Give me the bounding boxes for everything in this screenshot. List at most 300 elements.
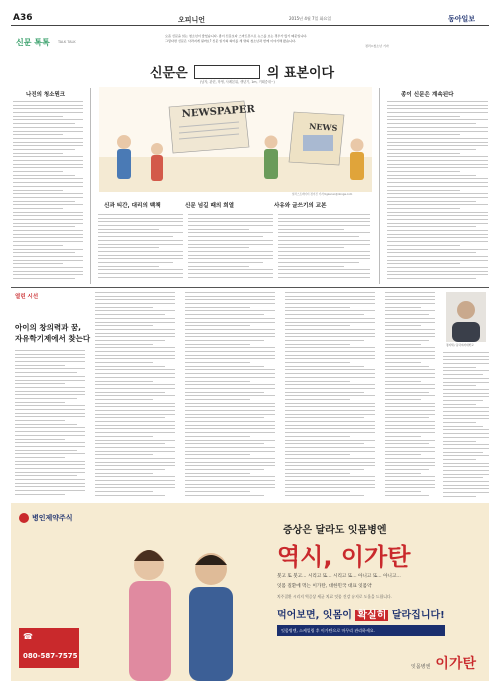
text-line [13, 219, 83, 220]
text-line [285, 406, 375, 407]
text-line [13, 149, 75, 150]
text-line [188, 262, 263, 263]
text-line [285, 421, 375, 422]
text-line [13, 123, 75, 124]
text-line [185, 307, 250, 308]
text-line [185, 351, 275, 352]
text-line [278, 255, 370, 256]
text-line [443, 385, 476, 386]
text-line [285, 480, 375, 481]
text-line [285, 347, 375, 348]
text-line [387, 219, 488, 220]
text-line [15, 479, 85, 480]
text-line [95, 381, 153, 382]
text-line [185, 314, 264, 315]
text-line [385, 296, 435, 297]
text-line [285, 410, 375, 411]
text-line [98, 255, 183, 256]
text-line [15, 380, 85, 381]
text-line [285, 318, 375, 319]
text-line [385, 428, 435, 429]
text-line [185, 366, 264, 367]
text-line [15, 402, 65, 403]
text-line [443, 485, 489, 486]
text-line [387, 123, 476, 124]
text-line [278, 277, 370, 278]
text-line [285, 403, 375, 404]
text-line [285, 487, 375, 488]
text-line [387, 156, 488, 157]
text-line [15, 420, 65, 421]
text-line [95, 399, 153, 400]
text-line [95, 392, 165, 393]
opinion-col-4 [285, 292, 375, 500]
text-line [95, 333, 175, 334]
text-line [285, 299, 375, 300]
text-line [98, 269, 183, 270]
text-line [13, 167, 83, 168]
text-line [385, 432, 435, 433]
text-line [443, 448, 489, 449]
text-line [443, 444, 489, 445]
text-line [443, 470, 489, 471]
text-line [278, 236, 359, 237]
text-line [443, 393, 489, 394]
opinion-col-2 [95, 292, 175, 500]
text-line [95, 344, 153, 345]
text-line [95, 358, 175, 359]
text-line [385, 362, 421, 363]
text-line [13, 156, 83, 157]
text-line [285, 447, 375, 448]
ad-body-1: 붓고 또 붓고... 시리고 또... 시리고 또... 아니고 또... 아니고... [277, 574, 401, 579]
figure-3-icon [264, 136, 278, 180]
text-line [285, 314, 364, 315]
text-line [95, 388, 175, 389]
text-line [185, 428, 275, 429]
text-line [387, 267, 488, 268]
ad-fine-print-bar [277, 625, 445, 636]
text-line [188, 269, 273, 270]
text-line [387, 142, 488, 143]
text-line [385, 355, 435, 356]
text-line [387, 197, 488, 198]
text-line [185, 329, 275, 330]
text-line [385, 458, 435, 459]
phone-icon: ☎ [23, 632, 33, 641]
text-line [278, 229, 344, 230]
text-line [387, 164, 488, 165]
text-line [443, 359, 489, 360]
text-line [387, 271, 488, 272]
text-line [285, 303, 375, 304]
ad-tagline: 증상은 달라도 잇몸병엔 [283, 525, 387, 536]
text-line [185, 347, 275, 348]
text-line [185, 310, 275, 311]
text-line [285, 377, 375, 378]
text-line [98, 225, 183, 226]
text-line [95, 440, 175, 441]
text-line [13, 160, 83, 161]
text-line [95, 299, 175, 300]
text-line [15, 439, 65, 440]
text-line [185, 462, 275, 463]
text-line [98, 232, 183, 233]
text-line [95, 351, 175, 352]
column-5-body [387, 101, 488, 284]
text-line [443, 418, 489, 419]
ad-phone[interactable]: 080-587-7575 [23, 652, 78, 660]
text-line [185, 410, 275, 411]
text-line [385, 322, 435, 323]
text-line [443, 488, 489, 489]
text-line [15, 464, 85, 465]
text-line [278, 225, 370, 226]
text-line [387, 127, 488, 128]
text-line [185, 377, 275, 378]
text-line [387, 241, 488, 242]
text-line [387, 278, 476, 279]
text-line [387, 263, 460, 264]
text-line [95, 443, 165, 444]
text-line [188, 236, 263, 237]
text-line [13, 186, 83, 187]
text-line [285, 465, 375, 466]
text-line [443, 433, 489, 434]
author-avatar-icon [446, 292, 486, 342]
text-line [185, 344, 250, 345]
text-line [385, 377, 435, 378]
text-line [15, 394, 85, 395]
text-line [285, 469, 364, 470]
text-line [185, 421, 275, 422]
text-line [387, 249, 488, 250]
text-line [15, 450, 77, 451]
figure-4-icon [350, 139, 364, 181]
figure-1-icon [117, 135, 131, 179]
text-line [285, 358, 375, 359]
text-line [185, 480, 275, 481]
text-line [285, 310, 375, 311]
text-line [98, 262, 173, 263]
ad-phone-box [19, 628, 79, 668]
text-line [443, 370, 489, 371]
text-line [95, 473, 153, 474]
text-line [13, 204, 83, 205]
text-line [188, 266, 249, 267]
text-line [98, 221, 183, 222]
text-line [285, 462, 375, 463]
text-line [95, 310, 175, 311]
text-line [385, 366, 429, 367]
text-line [98, 229, 159, 230]
text-line [15, 453, 85, 454]
text-line [15, 398, 77, 399]
ad-body-3: 치주질환 시리지 역증상 세균 치료 잇몸 건강 유지로 도움을 드립니다. [277, 594, 392, 599]
text-line [385, 369, 435, 370]
text-line [13, 197, 83, 198]
text-line [285, 333, 375, 334]
text-line [15, 457, 65, 458]
divider-col-left [90, 88, 91, 284]
text-line [13, 274, 83, 275]
text-line [385, 358, 435, 359]
text-line [98, 214, 183, 215]
text-line [13, 153, 63, 154]
text-line [95, 484, 175, 485]
text-line [387, 186, 488, 187]
text-line [443, 363, 489, 364]
text-line [443, 382, 489, 383]
text-line [95, 414, 175, 415]
text-line [188, 244, 273, 245]
text-line [385, 469, 429, 470]
ad-cta-pre: 먹어보면, 잇몸이 [277, 610, 352, 621]
ad-models-illustration [111, 521, 251, 681]
text-line [285, 340, 364, 341]
text-line [385, 373, 435, 374]
text-line [278, 221, 370, 222]
text-line [285, 428, 375, 429]
text-line [15, 494, 65, 495]
text-line [13, 138, 83, 139]
text-line [95, 454, 153, 455]
text-line [385, 351, 435, 352]
text-line [13, 278, 75, 279]
text-line [95, 395, 175, 396]
text-line [285, 392, 364, 393]
column-2-body [98, 214, 183, 284]
text-line [443, 378, 489, 379]
text-line [185, 406, 275, 407]
text-line [387, 223, 488, 224]
text-line [95, 373, 175, 374]
text-line [443, 407, 489, 408]
text-line [13, 245, 63, 246]
text-line [387, 252, 476, 253]
text-line [443, 455, 489, 456]
text-line [443, 404, 476, 405]
ad-cta [277, 606, 445, 621]
text-line [387, 226, 476, 227]
text-line [387, 178, 488, 179]
text-line [185, 436, 250, 437]
text-line [285, 325, 350, 326]
text-line [95, 451, 175, 452]
masthead-rule [11, 25, 489, 26]
text-line [95, 296, 175, 297]
text-line [188, 221, 273, 222]
text-line [95, 428, 175, 429]
text-line [387, 119, 488, 120]
text-line [285, 491, 350, 492]
text-line [185, 303, 275, 304]
text-line [285, 476, 375, 477]
text-line [285, 344, 350, 345]
illustration-art [99, 87, 372, 192]
text-line [387, 171, 460, 172]
text-line [387, 112, 488, 113]
text-line [185, 454, 250, 455]
text-line [443, 396, 489, 397]
text-line [443, 463, 489, 464]
text-line [387, 245, 460, 246]
text-line [443, 426, 483, 427]
text-line [13, 271, 83, 272]
text-line [278, 244, 370, 245]
text-line [98, 218, 183, 219]
text-line [387, 234, 488, 235]
text-line [278, 262, 359, 263]
text-line [13, 108, 83, 109]
text-line [385, 451, 435, 452]
text-line [13, 249, 83, 250]
text-line [443, 481, 489, 482]
text-line [188, 273, 273, 274]
text-line [95, 318, 175, 319]
text-line [385, 318, 435, 319]
text-line [185, 417, 264, 418]
ad-logo-icon [19, 513, 29, 523]
text-line [15, 442, 85, 443]
text-line [185, 322, 275, 323]
text-line [185, 373, 275, 374]
text-line [385, 473, 421, 474]
text-line [443, 437, 489, 438]
text-line [385, 440, 435, 441]
text-line [387, 116, 460, 117]
text-line [285, 399, 350, 400]
text-line [385, 292, 435, 293]
text-line [285, 417, 364, 418]
text-line [385, 384, 435, 385]
text-line [13, 119, 83, 120]
opinion-col-5 [385, 292, 435, 500]
text-line [13, 234, 83, 235]
text-line [385, 495, 429, 496]
talk-badge-text: 신문 톡톡 [16, 38, 50, 47]
text-line [185, 487, 275, 488]
text-line [385, 333, 435, 334]
text-line [15, 368, 85, 369]
text-line [285, 366, 364, 367]
text-line [278, 232, 370, 233]
text-line [387, 149, 476, 150]
opinion-headline-2: 자유학기제에서 찾는다 [15, 334, 91, 343]
text-line [387, 256, 488, 257]
text-line [95, 458, 175, 459]
text-line [13, 226, 75, 227]
text-line [285, 381, 350, 382]
text-line [13, 267, 83, 268]
talk-title [150, 62, 334, 81]
text-line [387, 167, 488, 168]
text-line [98, 266, 159, 267]
text-line [13, 263, 63, 264]
text-line [185, 392, 264, 393]
text-line [95, 491, 153, 492]
text-line [188, 251, 273, 252]
text-line [188, 214, 273, 215]
text-line [13, 260, 83, 261]
text-line [185, 443, 264, 444]
text-line [185, 491, 250, 492]
ad-models-area [111, 521, 251, 681]
text-line [95, 403, 175, 404]
text-line [185, 333, 275, 334]
text-line [385, 484, 435, 485]
text-line [285, 351, 375, 352]
text-line [385, 454, 421, 455]
text-line [185, 469, 264, 470]
text-line [385, 329, 435, 330]
text-line [278, 214, 370, 215]
text-line [443, 477, 483, 478]
text-line [185, 296, 275, 297]
text-line [385, 436, 421, 437]
ad-cta-highlight: 확실히 [357, 610, 387, 621]
text-line [15, 387, 85, 388]
text-line [13, 208, 63, 209]
text-line [443, 474, 489, 475]
issue-date: 2015년 4월 7일 화요일 [289, 16, 332, 21]
text-line [387, 153, 460, 154]
text-line [13, 230, 83, 231]
text-line [285, 384, 375, 385]
text-line [95, 325, 153, 326]
text-line [15, 357, 85, 358]
column-3-title: 신문 넘길 때의 희열 [185, 203, 235, 209]
text-line [387, 175, 476, 176]
text-line [98, 244, 183, 245]
text-line [188, 255, 273, 256]
ill-newspaper-label: NEWSPAPER [181, 103, 256, 120]
text-line [443, 352, 489, 353]
text-line [15, 372, 77, 373]
text-line [13, 145, 83, 146]
text-line [385, 325, 421, 326]
illustration-caption: 일러스트레이터 정이진 기자 tigzerun@donga.com [292, 193, 353, 196]
text-line [98, 273, 183, 274]
opinion-col-6 [443, 352, 489, 500]
text-line [443, 367, 476, 368]
text-line [385, 491, 421, 492]
text-line [15, 446, 85, 447]
text-line [13, 201, 75, 202]
text-line [188, 232, 273, 233]
text-line [443, 441, 476, 442]
text-line [13, 241, 83, 242]
text-line [185, 395, 275, 396]
text-line [285, 432, 375, 433]
text-line [185, 384, 275, 385]
text-line [185, 403, 275, 404]
text-line [15, 416, 85, 417]
text-line [385, 310, 435, 311]
text-line [443, 374, 483, 375]
text-line [285, 373, 375, 374]
text-line [13, 105, 83, 106]
advertisement [11, 503, 489, 681]
text-line [387, 201, 476, 202]
text-line [188, 277, 273, 278]
text-line [185, 362, 250, 363]
text-line [185, 355, 275, 356]
author-caption: 정지세 / 동덕여자대학교 [446, 344, 474, 347]
text-line [387, 274, 488, 275]
text-line [95, 406, 175, 407]
column-1-body [13, 101, 83, 284]
